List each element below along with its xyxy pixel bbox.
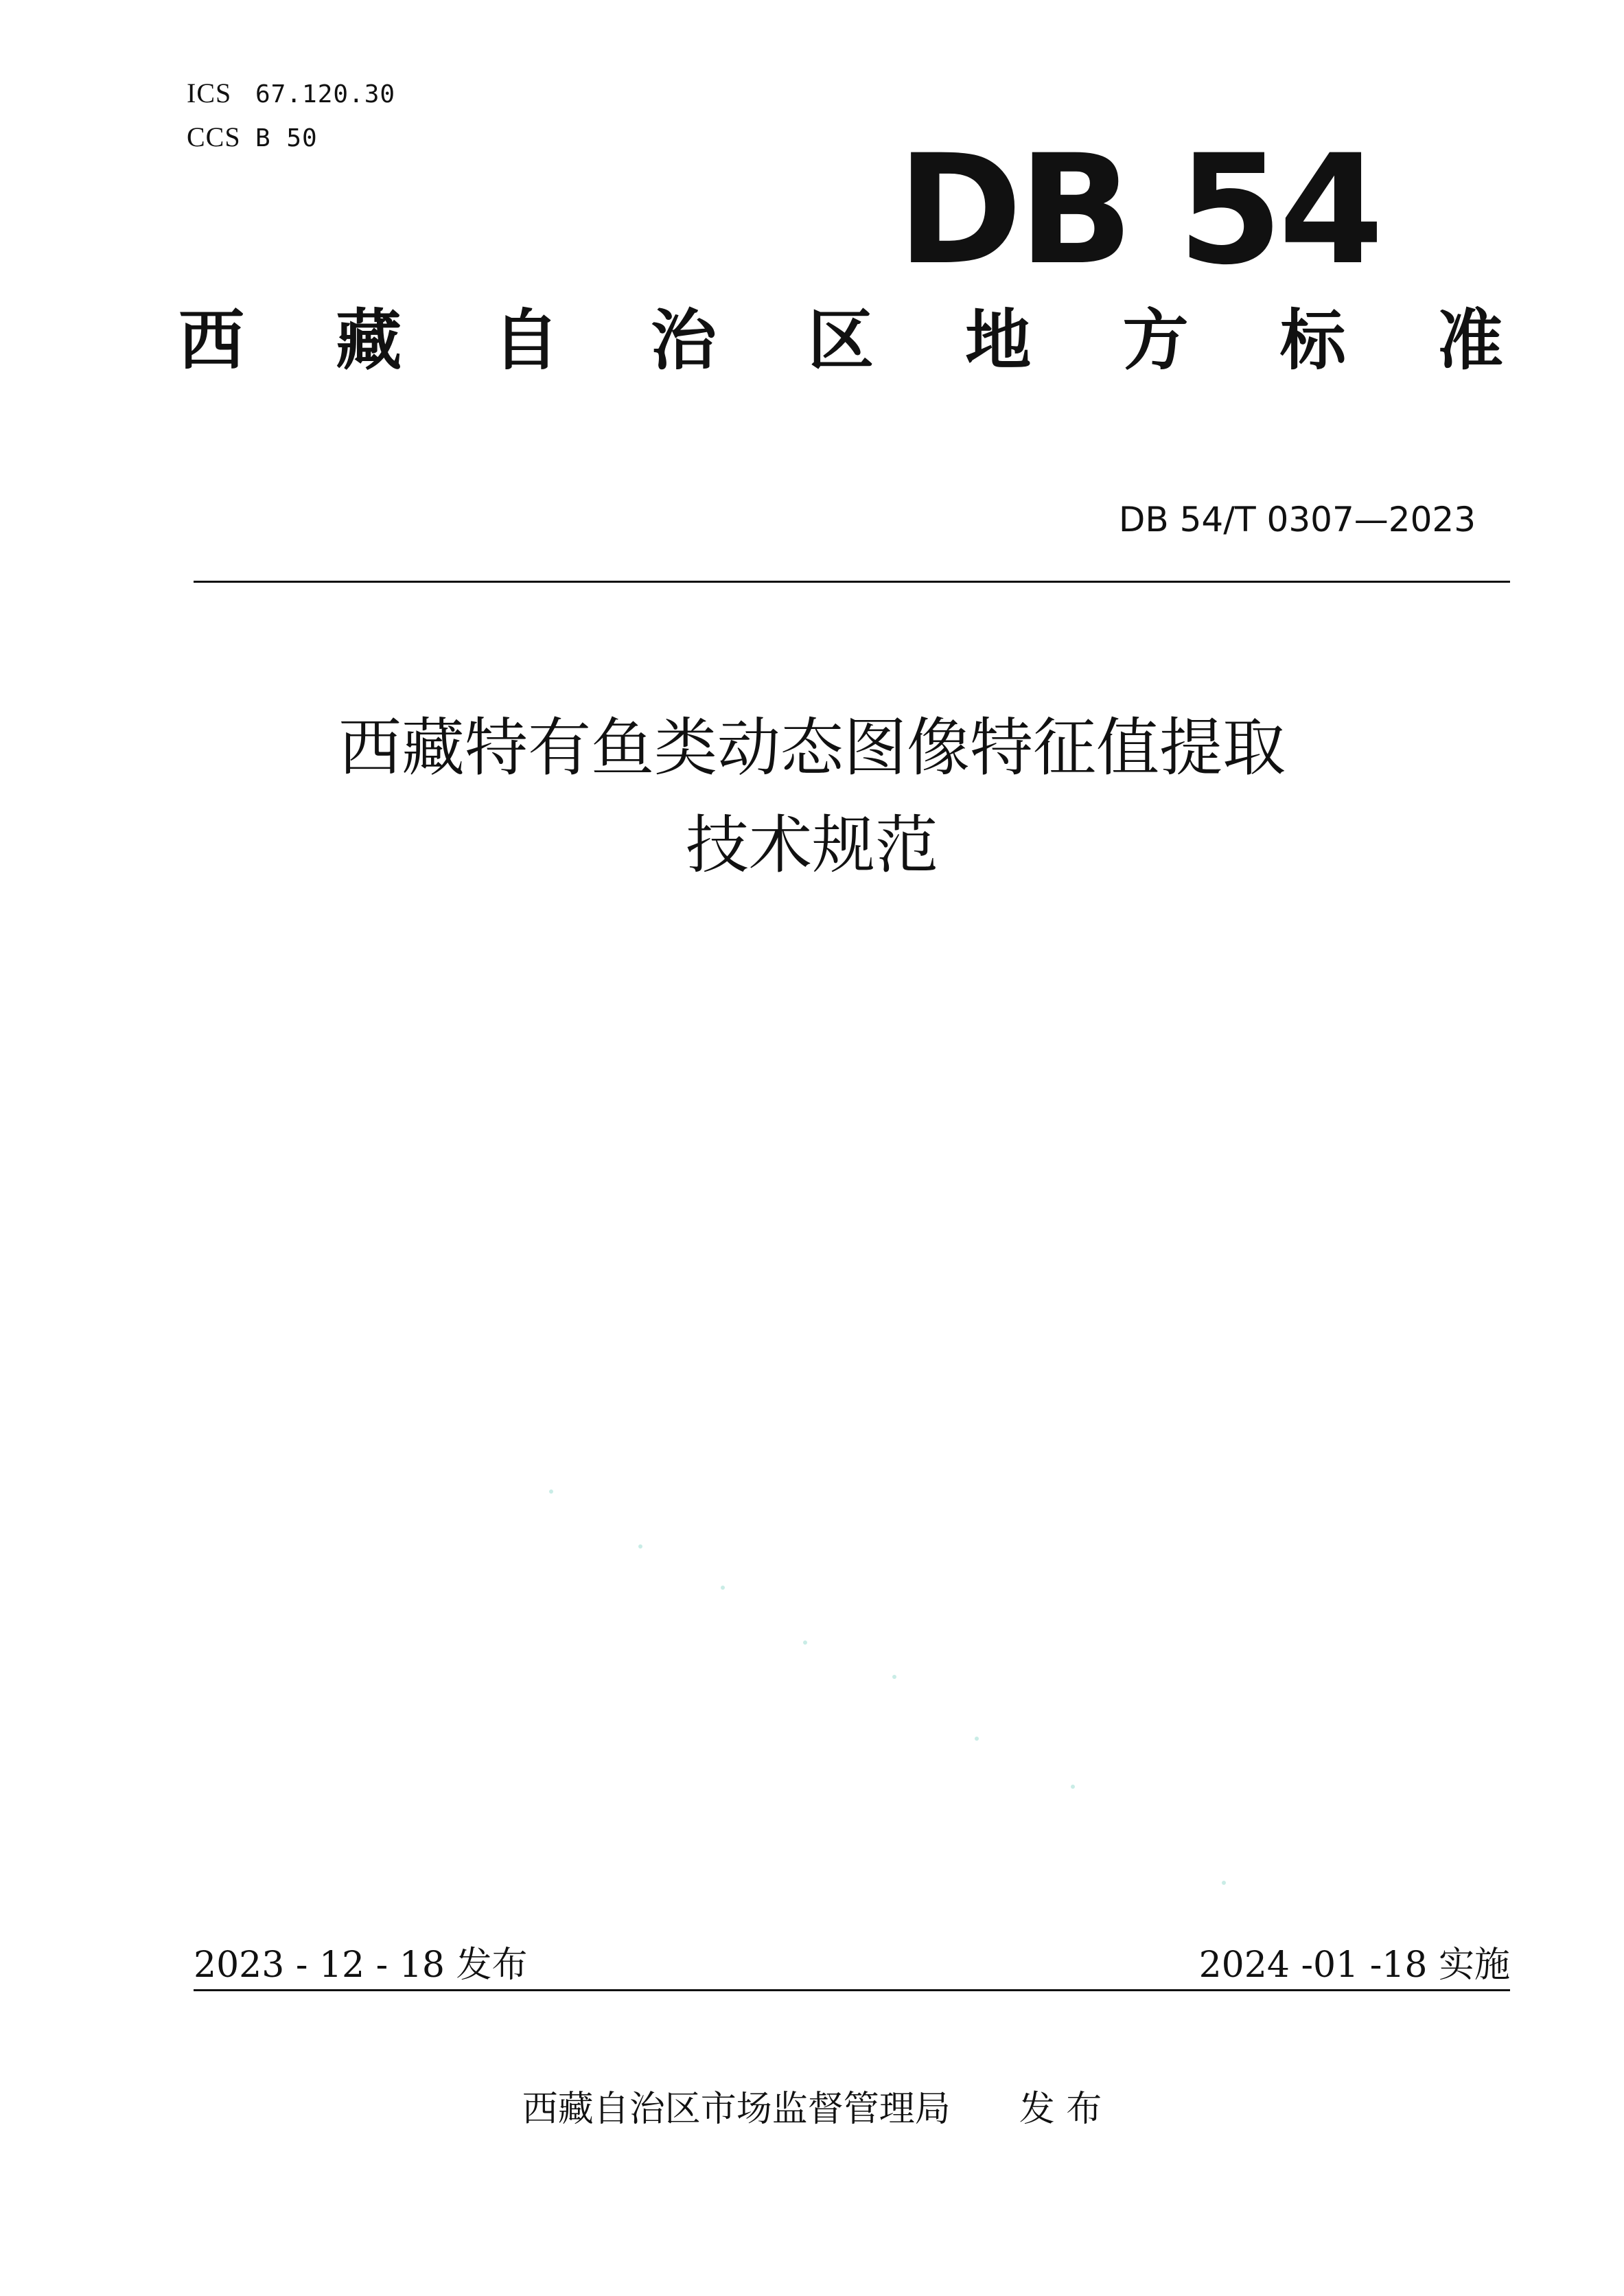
standard-type-char: 方 bbox=[1122, 302, 1189, 379]
ccs-code bbox=[187, 121, 318, 153]
implement-date: 2024 -01 -18 实施 bbox=[1198, 1945, 1510, 1986]
standard-type-char: 自 bbox=[493, 302, 559, 379]
standard-number: DB 54/T 0307—2023 bbox=[1118, 500, 1476, 540]
ccs-label: CCS bbox=[187, 121, 241, 152]
standard-type-char: 标 bbox=[1279, 302, 1346, 379]
bottom-divider bbox=[194, 1989, 1510, 1991]
top-divider bbox=[194, 581, 1510, 583]
publisher-name: 西藏自治区市场监督管理局 bbox=[522, 2089, 951, 2130]
standard-mark: DB 54 bbox=[896, 122, 1380, 298]
standard-type-char: 地 bbox=[965, 302, 1032, 379]
ics-label: ICS bbox=[187, 78, 232, 108]
publisher-action: 发 布 bbox=[1019, 2089, 1102, 2130]
standard-type-char: 区 bbox=[808, 302, 874, 379]
standard-type-char: 准 bbox=[1437, 302, 1503, 379]
standard-type-char: 西 bbox=[178, 302, 244, 379]
standard-type-char: 藏 bbox=[336, 302, 402, 379]
publisher-line bbox=[0, 2080, 1624, 2131]
document-title-line2: 技术规范 bbox=[685, 809, 938, 882]
document-title-line1: 西藏特有鱼类动态图像特征值提取 bbox=[338, 711, 1286, 785]
standard-type-heading bbox=[178, 302, 1503, 379]
publish-date: 2023 - 12 - 18 发布 bbox=[194, 1945, 528, 1986]
standard-type-char: 治 bbox=[650, 302, 717, 379]
ccs-value: B 50 bbox=[255, 124, 318, 152]
ics-code bbox=[187, 77, 395, 109]
ics-value: 67.120.30 bbox=[255, 80, 396, 108]
